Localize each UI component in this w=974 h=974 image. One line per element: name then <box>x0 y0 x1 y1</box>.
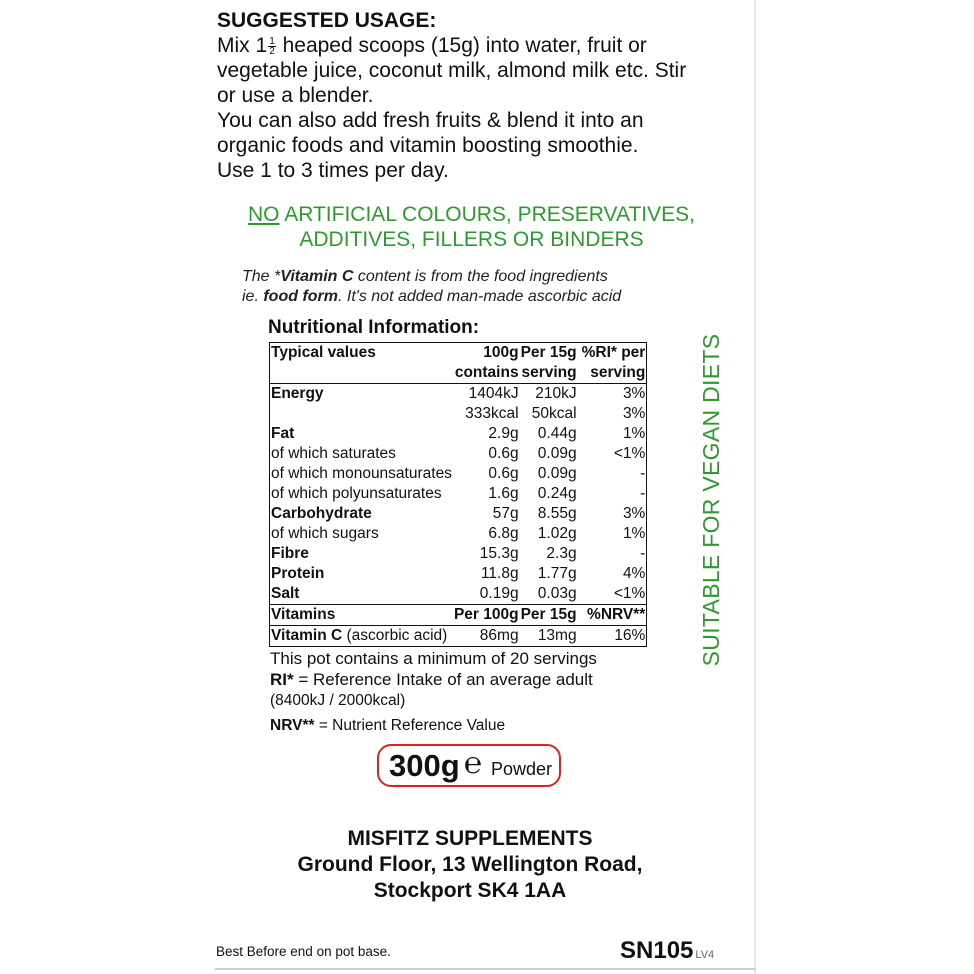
nutrient-name <box>270 404 453 424</box>
header-contains: contains <box>454 364 519 381</box>
usage-line-3: or use a blender. <box>217 84 374 107</box>
usage-line-5: organic foods and vitamin boosting smoothie. <box>217 134 639 157</box>
nutrient-name: Protein <box>271 565 325 582</box>
vitamin-c-row <box>270 626 647 647</box>
best-before-note: Best Before end on pot base. <box>216 944 391 959</box>
fraction-numerator: 1 <box>269 35 275 47</box>
note-line-2-rest: . It's not added man-made ascorbic acid <box>338 288 622 305</box>
claim-line-2: ADDITIVES, FILLERS OR BINDERS <box>299 228 644 251</box>
vitamins-header-row <box>270 605 647 626</box>
value-per-100g: 0.6g <box>488 465 519 482</box>
vitamins-per-100g-heading: Per 100g <box>453 605 520 626</box>
note-mid: content is from the food ingredients <box>353 268 608 285</box>
value-per-100g: 1.6g <box>488 485 519 502</box>
vitamin-c-form: (ascorbic acid) <box>342 627 448 644</box>
value-per-100g: 6.8g <box>488 525 519 542</box>
vitamin-c-label: Vitamin C <box>271 627 343 644</box>
nutrition-title: Nutritional Information: <box>268 317 480 338</box>
label-edge-right <box>754 0 756 974</box>
value-ri: 3% <box>622 405 646 422</box>
note-ie: ie. <box>242 288 264 305</box>
value-ri: - <box>640 465 646 482</box>
value-ri: 3% <box>622 505 646 522</box>
vitamins-nrv-heading: %NRV** <box>581 605 647 626</box>
vitamin-c-nrv: 16% <box>581 626 647 647</box>
nutrition-row <box>270 544 647 564</box>
nutrient-name: Fat <box>271 425 295 442</box>
value-per-15g: 0.24g <box>537 485 577 502</box>
value-per-100g: 0.19g <box>479 585 519 602</box>
value-ri: 4% <box>622 565 646 582</box>
value-per-15g: 0.44g <box>537 425 577 442</box>
nutrition-row <box>270 524 647 544</box>
vitamins-heading: Vitamins <box>270 605 453 626</box>
vitamin-c-note-line-2 <box>242 287 722 307</box>
usage-heading: SUGGESTED USAGE: <box>217 9 437 32</box>
value-ri: - <box>640 485 646 502</box>
value-per-15g: 8.55g <box>537 505 577 522</box>
note-food-form: food form <box>263 288 338 305</box>
vitamin-c-per-100g: 86mg <box>453 626 520 647</box>
nutrition-header-row-2 <box>270 363 647 384</box>
nutrient-name: of which polyunsaturates <box>271 485 442 502</box>
nutrient-name: of which saturates <box>271 445 396 462</box>
ri-abbrev: RI* <box>270 670 294 689</box>
nutrition-row <box>270 404 647 424</box>
usage-line-1 <box>217 33 737 58</box>
value-per-100g: 333kcal <box>465 405 519 422</box>
usage-line-1-rest: heaped scoops (15g) into water, fruit or <box>276 34 647 57</box>
header-empty <box>270 363 453 384</box>
value-per-15g: 0.03g <box>537 585 577 602</box>
value-per-15g: 0.09g <box>537 465 577 482</box>
value-per-100g: 1404kJ <box>453 384 520 405</box>
net-weight: 300g <box>389 748 460 783</box>
ri-values: (8400kJ / 2000kcal) <box>270 692 406 709</box>
one-half-fraction <box>268 37 276 56</box>
vitamins-per-15g-heading: Per 15g <box>520 605 581 626</box>
nutrient-name: Carbohydrate <box>271 505 372 522</box>
fraction-denominator: 2 <box>269 45 275 57</box>
value-per-15g: 1.77g <box>537 565 577 582</box>
value-ri: - <box>640 545 646 562</box>
nutrition-table <box>269 342 647 647</box>
value-ri: 3% <box>581 384 647 405</box>
label-version: LV4 <box>695 949 715 961</box>
usage-mix-text: Mix 1 <box>217 34 268 57</box>
header-per-15g: Per 15g <box>520 344 577 361</box>
nutrition-row <box>270 384 647 405</box>
value-ri: 1% <box>622 525 646 542</box>
usage-line-6: Use 1 to 3 times per day. <box>217 159 449 182</box>
estimated-sign-icon: ℮ <box>464 747 483 780</box>
value-per-15g: 50kcal <box>531 405 577 422</box>
value-per-15g: 0.09g <box>537 445 577 462</box>
suggested-usage-section <box>217 8 737 183</box>
value-per-15g: 2.3g <box>546 545 577 562</box>
vitamin-c-per-15g: 13mg <box>520 626 581 647</box>
nutrient-name: Salt <box>271 585 300 602</box>
value-per-100g: 2.9g <box>488 425 519 442</box>
nutrition-notes <box>270 648 670 736</box>
nutrition-row <box>270 564 647 584</box>
value-per-100g: 57g <box>492 505 519 522</box>
net-weight-badge <box>377 744 561 787</box>
no-artificial-claim <box>214 202 729 252</box>
header-ri-serving: serving <box>590 364 646 381</box>
value-per-15g: 1.02g <box>537 525 577 542</box>
usage-line-2: vegetable juice, coconut milk, almond milk etc. Stir <box>217 59 687 82</box>
company-address <box>270 826 670 904</box>
value-per-100g: 15.3g <box>479 545 519 562</box>
product-code <box>620 936 714 970</box>
claim-no: NO <box>248 203 280 226</box>
value-per-15g: 210kJ <box>520 384 581 405</box>
note-vitamin-c: Vitamin C <box>280 268 354 285</box>
servings-note: This pot contains a minimum of 20 servings <box>270 649 597 668</box>
claim-line-1 <box>214 202 729 227</box>
usage-line-4: You can also add fresh fruits & blend it into an <box>217 109 644 132</box>
value-ri: 1% <box>622 425 646 442</box>
vegan-claim: SUITABLE FOR VEGAN DIETS <box>698 333 724 667</box>
header-serving: serving <box>521 364 577 381</box>
vitamin-c-name <box>270 626 453 647</box>
nrv-abbrev: NRV** <box>270 717 315 734</box>
nutrition-row <box>270 584 647 605</box>
nrv-definition: = Nutrient Reference Value <box>314 717 506 734</box>
nutrition-row <box>270 504 647 524</box>
nutrient-name: of which monounsaturates <box>271 465 452 482</box>
header-ri: %RI* per <box>581 344 646 361</box>
nutrient-name: Fibre <box>271 545 309 562</box>
nrv-note <box>270 715 670 736</box>
value-ri: <1% <box>613 585 646 602</box>
value-per-100g: 0.6g <box>488 445 519 462</box>
note-pre: The * <box>242 268 281 285</box>
claim-line-1-rest: ARTIFICIAL COLOURS, PRESERVATIVES, <box>279 203 695 226</box>
vitamin-c-note <box>242 267 722 307</box>
value-per-100g: 11.8g <box>480 565 519 582</box>
vitamin-c-note-line-1 <box>242 267 722 287</box>
nutrition-row <box>270 464 647 484</box>
ri-note <box>270 669 670 690</box>
nutrient-name: Energy <box>270 384 453 405</box>
company-address-line-2: Stockport SK4 1AA <box>373 879 567 902</box>
company-name: MISFITZ SUPPLEMENTS <box>347 827 593 850</box>
value-ri: <1% <box>613 445 646 462</box>
nutrition-row <box>270 484 647 504</box>
nutrition-row <box>270 444 647 464</box>
company-address-line-1: Ground Floor, 13 Wellington Road, <box>297 853 643 876</box>
nutrient-name: of which sugars <box>271 525 379 542</box>
product-code-number: SN105 <box>620 937 694 964</box>
product-form: Powder <box>491 759 553 779</box>
header-per-100g: 100g <box>483 344 519 361</box>
nutrition-header-row-1 <box>270 343 647 364</box>
header-typical-values: Typical values <box>271 344 376 361</box>
ri-definition: = Reference Intake of an average adult <box>293 670 593 689</box>
nutrition-row <box>270 424 647 444</box>
